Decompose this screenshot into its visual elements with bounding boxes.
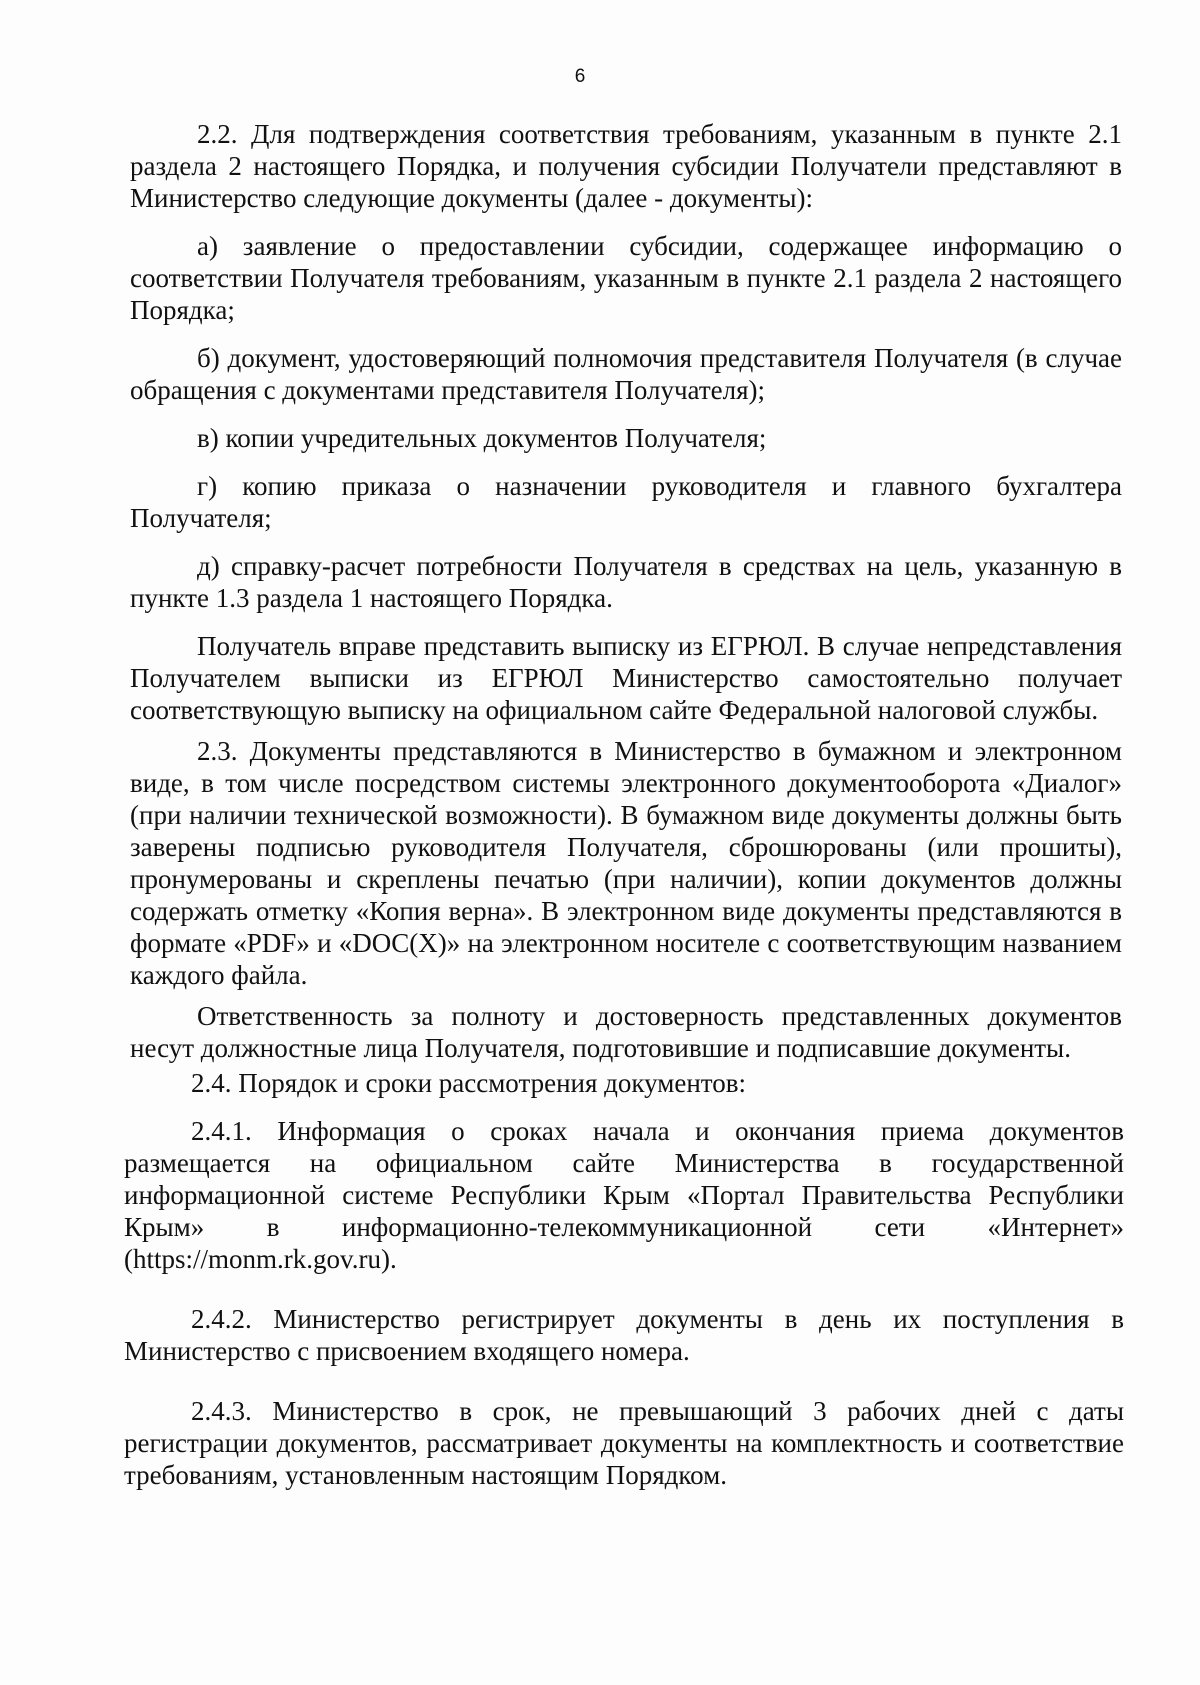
paragraph-2-4-1: 2.4.1. Информация о сроках начала и окончания приема документов размещается на официальном сайте Министерства в государственной информационной системе Республики Крым «Портал Правительства Республики Крым» в информационно-телекоммуникационной сети «Интернет» (https://monm.rk.gov.ru). xyxy=(124,1116,1124,1274)
page-number: 6 xyxy=(574,66,586,87)
paragraph-2-3: 2.3. Документы представляются в Министерство в бумажном и электронном виде, в том числе посредством системы электронного документооборота «Диалог» (при наличии технической возможности). В бумажном виде документы должны быть заверены подписью руководителя Получателя, сброшюрованы (или прошиты), пронумерованы и скреплены печатью (при наличии), копии документов должны содержать отметку «Копия верна». В электронном виде документы представляются в формате «PDF» и «DOC(X)» на электронном носителе с соответствующим названием каждого файла. xyxy=(130,736,1122,990)
paragraph-responsibility: Ответственность за полноту и достоверность представленных документов несут должностные лица Получателя, подготовившие и подписавшие документы. xyxy=(130,1001,1122,1063)
paragraph-2-4: 2.4. Порядок и сроки рассмотрения документов: xyxy=(191,1068,746,1098)
paragraph-egrul: Получатель вправе представить выписку из ЕГРЮЛ. В случае непредставления Получателем выписки из ЕГРЮЛ Министерство самостоятельно получает соответствующую выписку на официальном сайте Федеральной налоговой службы. xyxy=(130,631,1122,725)
list-item-g: г) копию приказа о назначении руководителя и главного бухгалтера Получателя; xyxy=(130,471,1122,533)
document-body-lower xyxy=(124,1067,1124,1491)
list-item-a: а) заявление о предоставлении субсидии, содержащее информацию о соответствии Получателя требованиям, указанным в пункте 2.1 раздела 2 настоящего Порядка; xyxy=(130,231,1122,325)
document-body-upper xyxy=(130,118,1122,1064)
paragraph-2-4-2: 2.4.2. Министерство регистрирует документы в день их поступления в Министерство с присвоением входящего номера. xyxy=(124,1304,1124,1366)
list-item-v: в) копии учредительных документов Получателя; xyxy=(197,423,767,453)
paragraph-2-4-3: 2.4.3. Министерство в срок, не превышающий 3 рабочих дней с даты регистрации документов, рассматривает документы на комплектность и соответствие требованиям, установленным настоящим Порядком. xyxy=(124,1396,1124,1490)
list-item-b: б) документ, удостоверяющий полномочия представителя Получателя (в случае обращения с документами представителя Получателя); xyxy=(130,343,1122,405)
paragraph-2-2: 2.2. Для подтверждения соответствия требованиям, указанным в пункте 2.1 раздела 2 настоящего Порядка, и получения субсидии Получатели представляют в Министерство следующие документы (далее - документы): xyxy=(130,119,1122,213)
list-item-d: д) справку-расчет потребности Получателя в средствах на цель, указанную в пункте 1.3 раздела 1 настоящего Порядка. xyxy=(130,551,1122,613)
